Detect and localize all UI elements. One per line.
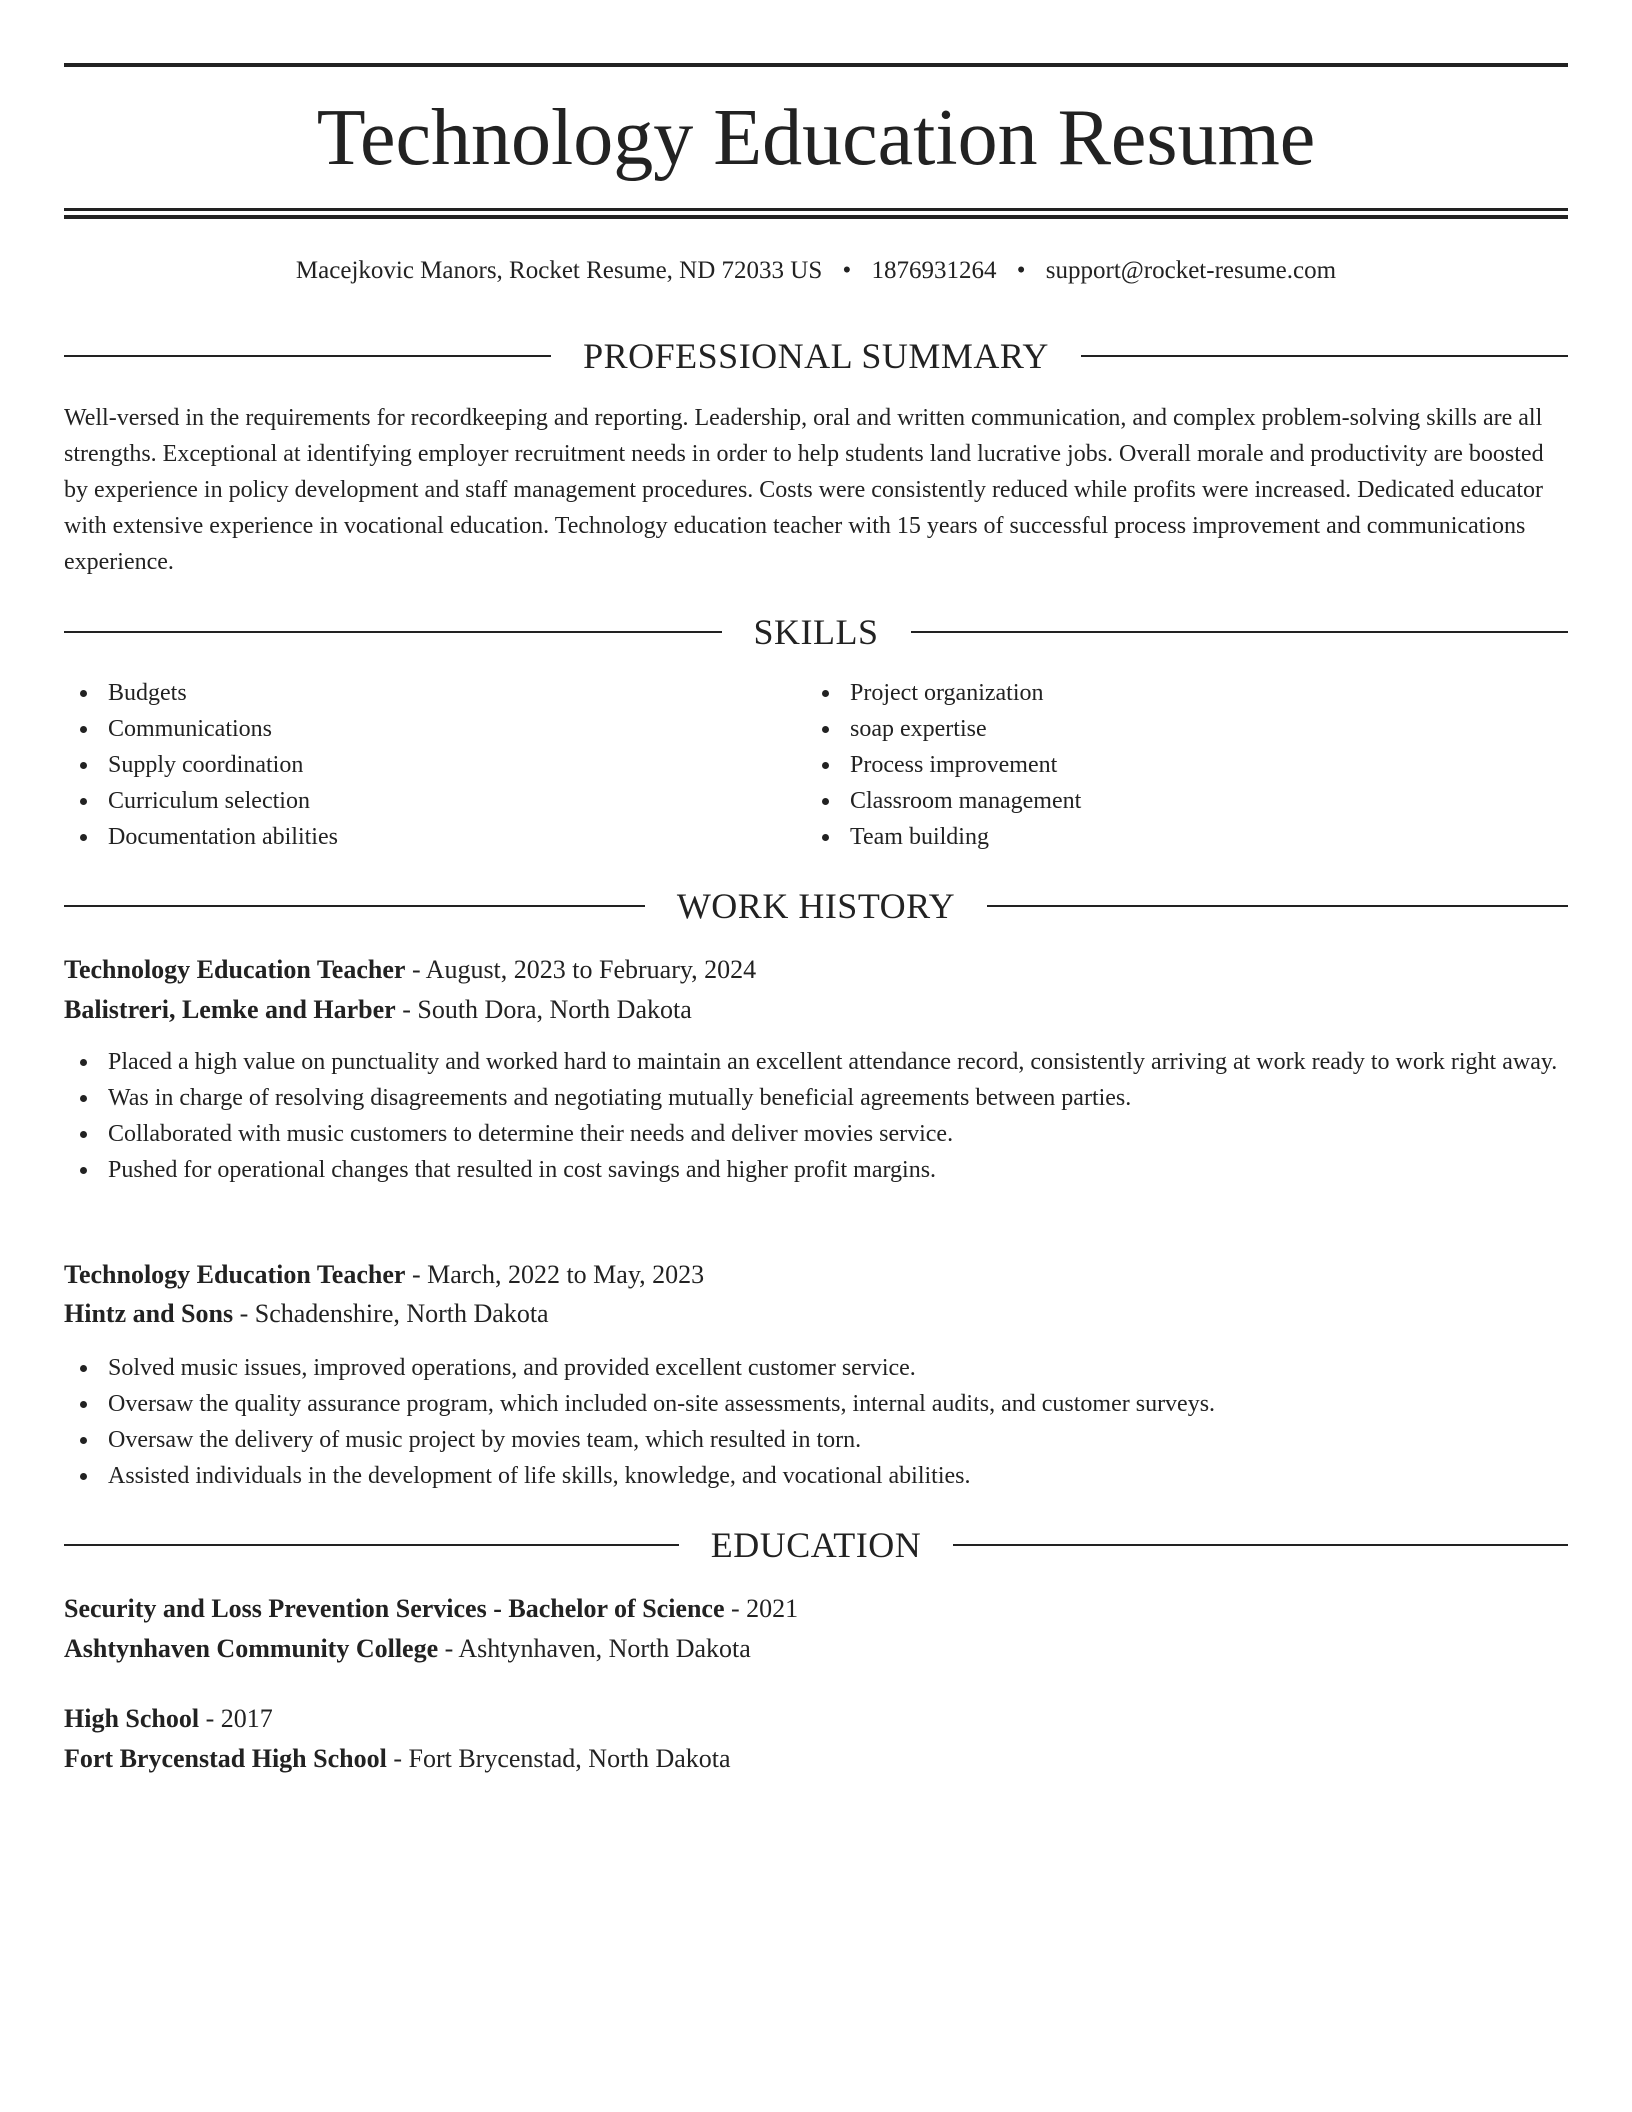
education-school: Ashtynhaven Community College bbox=[64, 1634, 439, 1663]
contact-email: support@rocket-resume.com bbox=[1045, 257, 1337, 284]
section-heading-skills bbox=[64, 610, 1568, 654]
education-location: - Fort Brycenstad, North Dakota bbox=[386, 1744, 731, 1773]
job-company-line bbox=[64, 990, 1568, 1030]
skills-list-left bbox=[64, 675, 764, 855]
contact-separator: • bbox=[842, 257, 852, 284]
job-bullet: Pushed for operational changes that resulted in cost savings and higher profit margins. bbox=[64, 1152, 1568, 1188]
section-title: SKILLS bbox=[753, 612, 879, 652]
job-bullets bbox=[64, 1350, 1568, 1494]
job-dates: - March, 2022 to May, 2023 bbox=[405, 1260, 705, 1289]
heading-line bbox=[64, 355, 551, 357]
skill-item: Budgets bbox=[64, 675, 764, 711]
heading-line bbox=[953, 1544, 1568, 1546]
section-title: PROFESSIONAL SUMMARY bbox=[583, 336, 1049, 376]
title-rule-upper bbox=[64, 208, 1568, 211]
section-heading-summary bbox=[64, 334, 1568, 378]
contact-phone: 1876931264 bbox=[871, 257, 997, 284]
education-location: - Ashtynhaven, North Dakota bbox=[438, 1634, 751, 1663]
education-degree-line bbox=[64, 1589, 1568, 1629]
skill-item: Documentation abilities bbox=[64, 819, 764, 855]
heading-line bbox=[1081, 355, 1568, 357]
education-degree-line bbox=[64, 1699, 1568, 1739]
job-dates: - August, 2023 to February, 2024 bbox=[405, 955, 757, 984]
skill-item: Classroom management bbox=[806, 783, 1506, 819]
heading-line bbox=[987, 905, 1568, 907]
heading-line bbox=[64, 631, 722, 633]
top-rule bbox=[64, 63, 1568, 67]
heading-line bbox=[911, 631, 1569, 633]
job-bullet: Was in charge of resolving disagreements and negotiating mutually beneficial agreements between parties. bbox=[64, 1080, 1568, 1116]
skill-item: Team building bbox=[806, 819, 1506, 855]
section-heading-work bbox=[64, 884, 1568, 928]
job-bullet: Oversaw the delivery of music project by movies team, which resulted in torn. bbox=[64, 1422, 1568, 1458]
contact-separator: • bbox=[1016, 257, 1026, 284]
contact-line bbox=[64, 254, 1568, 288]
heading-line bbox=[64, 1544, 679, 1546]
education-degree: High School bbox=[64, 1704, 200, 1733]
section-title: EDUCATION bbox=[710, 1525, 922, 1565]
skill-item: Curriculum selection bbox=[64, 783, 764, 819]
resume-title: Technology Education Resume bbox=[316, 94, 1316, 182]
job-bullet: Solved music issues, improved operations, and provided excellent customer service. bbox=[64, 1350, 1568, 1386]
education-school-line bbox=[64, 1739, 1568, 1779]
skill-item: Process improvement bbox=[806, 747, 1506, 783]
skill-item: Project organization bbox=[806, 675, 1506, 711]
section-title: WORK HISTORY bbox=[676, 886, 956, 926]
job-company-line bbox=[64, 1294, 1568, 1334]
job-bullet: Oversaw the quality assurance program, which included on-site assessments, internal audits, and customer surveys. bbox=[64, 1386, 1568, 1422]
summary-text: Well-versed in the requirements for recordkeeping and reporting. Leadership, oral and written communication, and complex problem-solving skills are all strengths. Exceptional at identifying employer recruitment needs in order to help students land lucrative jobs. Overall morale and productivity are boosted by experience in policy development and staff management procedures. Costs were consistently reduced while profits were increased. Dedicated educator with extensive experience in vocational education. Technology education teacher with 15 years of successful process improvement and communications experience. bbox=[64, 405, 1544, 575]
heading-line bbox=[64, 905, 645, 907]
title-rule-lower bbox=[64, 215, 1568, 219]
skill-item: Communications bbox=[64, 711, 764, 747]
job-title: Technology Education Teacher bbox=[64, 1260, 406, 1289]
contact-address: Macejkovic Manors, Rocket Resume, ND 72033 US bbox=[295, 257, 823, 284]
job-location: - South Dora, North Dakota bbox=[395, 995, 692, 1024]
job-bullet: Placed a high value on punctuality and worked hard to maintain an excellent attendance record, consistently arriving at work ready to work right away. bbox=[64, 1044, 1568, 1080]
job-company: Balistreri, Lemke and Harber bbox=[64, 995, 396, 1024]
skill-item: soap expertise bbox=[806, 711, 1506, 747]
education-year: - 2017 bbox=[199, 1704, 273, 1733]
job-company: Hintz and Sons bbox=[64, 1299, 234, 1328]
section-heading-education bbox=[64, 1523, 1568, 1567]
skill-item: Supply coordination bbox=[64, 747, 764, 783]
job-title-line bbox=[64, 1255, 1568, 1295]
job-title-line bbox=[64, 950, 1568, 990]
job-bullet: Assisted individuals in the development of life skills, knowledge, and vocational abilities. bbox=[64, 1458, 1568, 1494]
skills-list-right bbox=[806, 675, 1506, 855]
job-bullets bbox=[64, 1044, 1568, 1188]
education-school-line bbox=[64, 1629, 1568, 1669]
education-degree: Security and Loss Prevention Services - Bachelor of Science bbox=[64, 1594, 725, 1623]
education-year: - 2021 bbox=[724, 1594, 799, 1623]
job-title: Technology Education Teacher bbox=[64, 955, 406, 984]
education-school: Fort Brycenstad High School bbox=[64, 1744, 387, 1773]
job-bullet: Collaborated with music customers to determine their needs and deliver movies service. bbox=[64, 1116, 1568, 1152]
job-location: - Schadenshire, North Dakota bbox=[233, 1299, 549, 1328]
